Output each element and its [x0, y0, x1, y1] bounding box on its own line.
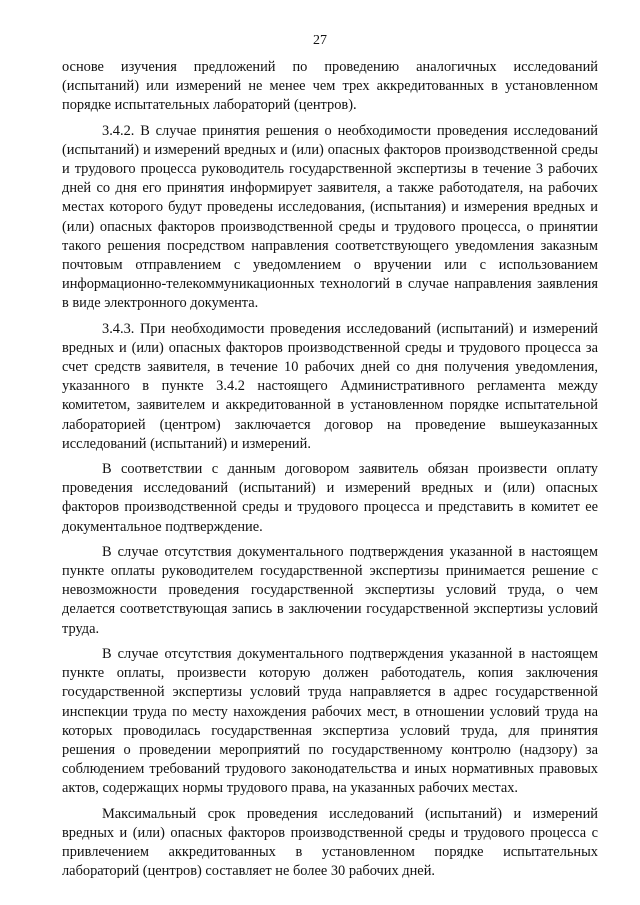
paragraph-3-4-2: 3.4.2. В случае принятия решения о необходимости проведения исследований (испытаний) и измерений вредных и (или) опасных факторов производственной среды и трудового процесса руководитель государственной экспертизы в течение 3 рабочих дней со дня его принятия информирует заявителя, а также работодателя, на рабочих местах которого будут проведены исследования, (испытания) и измерения вредных и (или) опасных факторов производственной среды и трудового процесса, о принятии такого решения посредством направления соответствующего уведомления заказным почтовым отправлением с уведомлением о вручении или с использованием информационно-телекоммуникационных технологий в случае направления заявления в виде электронного документа.	[62, 122, 598, 312]
paragraph-continuation: основе изучения предложений по проведению аналогичных исследований (испытаний) или измерений не менее чем трех аккредитованных в установленном порядке испытательных лабораторий (центров).	[62, 59, 598, 114]
paragraph-max-duration: Максимальный срок проведения исследований (испытаний) и измерений вредных и (или) опасных факторов производственной среды и трудового процесса с привлечением аккредитованных в установленном порядке испытательных лабораторий (центров) составляет не более 30 рабочих дней.	[62, 805, 598, 880]
paragraph-payment-obligation: В соответствии с данным договором заявитель обязан произвести оплату проведения исследований (испытаний) и измерений вредных и (или) опасных факторов производственной среды и трудового процесса и представить в комитет ее документальное подтверждение.	[62, 461, 598, 535]
page-number: 27	[313, 33, 327, 48]
document-body	[62, 58, 598, 881]
paragraph-3-4-3: 3.4.3. При необходимости проведения исследований (испытаний) и измерений вредных и (или) опасных факторов производственной среды и трудового процесса за счет средств заявителя, в течение 10 рабочих дней со дня получения уведомления, указанного в пункте 3.4.2 настоящего Административного регламента между комитетом, заявителем и аккредитованной в установленном порядке испытательной лабораторией (центром) заключается договор на проведение вышеуказанных исследований (испытаний) и измерений.	[62, 320, 598, 452]
paragraph-no-payment-employer: В случае отсутствия документального подтверждения указанной в настоящем пункте оплаты, произвести которую должен работодатель, копия заключения государственной экспертизы условий труда направляется в адрес государственной инспекции труда по месту нахождения рабочих мест, в отношении условий труда на которых проводилась государственная экспертиза условий труда, для принятия решения о проведении мероприятий по государственному контролю (надзору) за соблюдением требований трудового законодательства и иных нормативных правовых актов, содержащих нормы трудового права, на указанных рабочих местах.	[62, 645, 598, 797]
paragraph-no-payment-applicant: В случае отсутствия документального подтверждения указанной в настоящем пункте оплаты руководителем государственной экспертизы принимается решение с невозможности проведения государственной экспертизы условий труда, о чем делается соответствующая запись в заключении государственной экспертизы условий труда.	[62, 543, 598, 637]
